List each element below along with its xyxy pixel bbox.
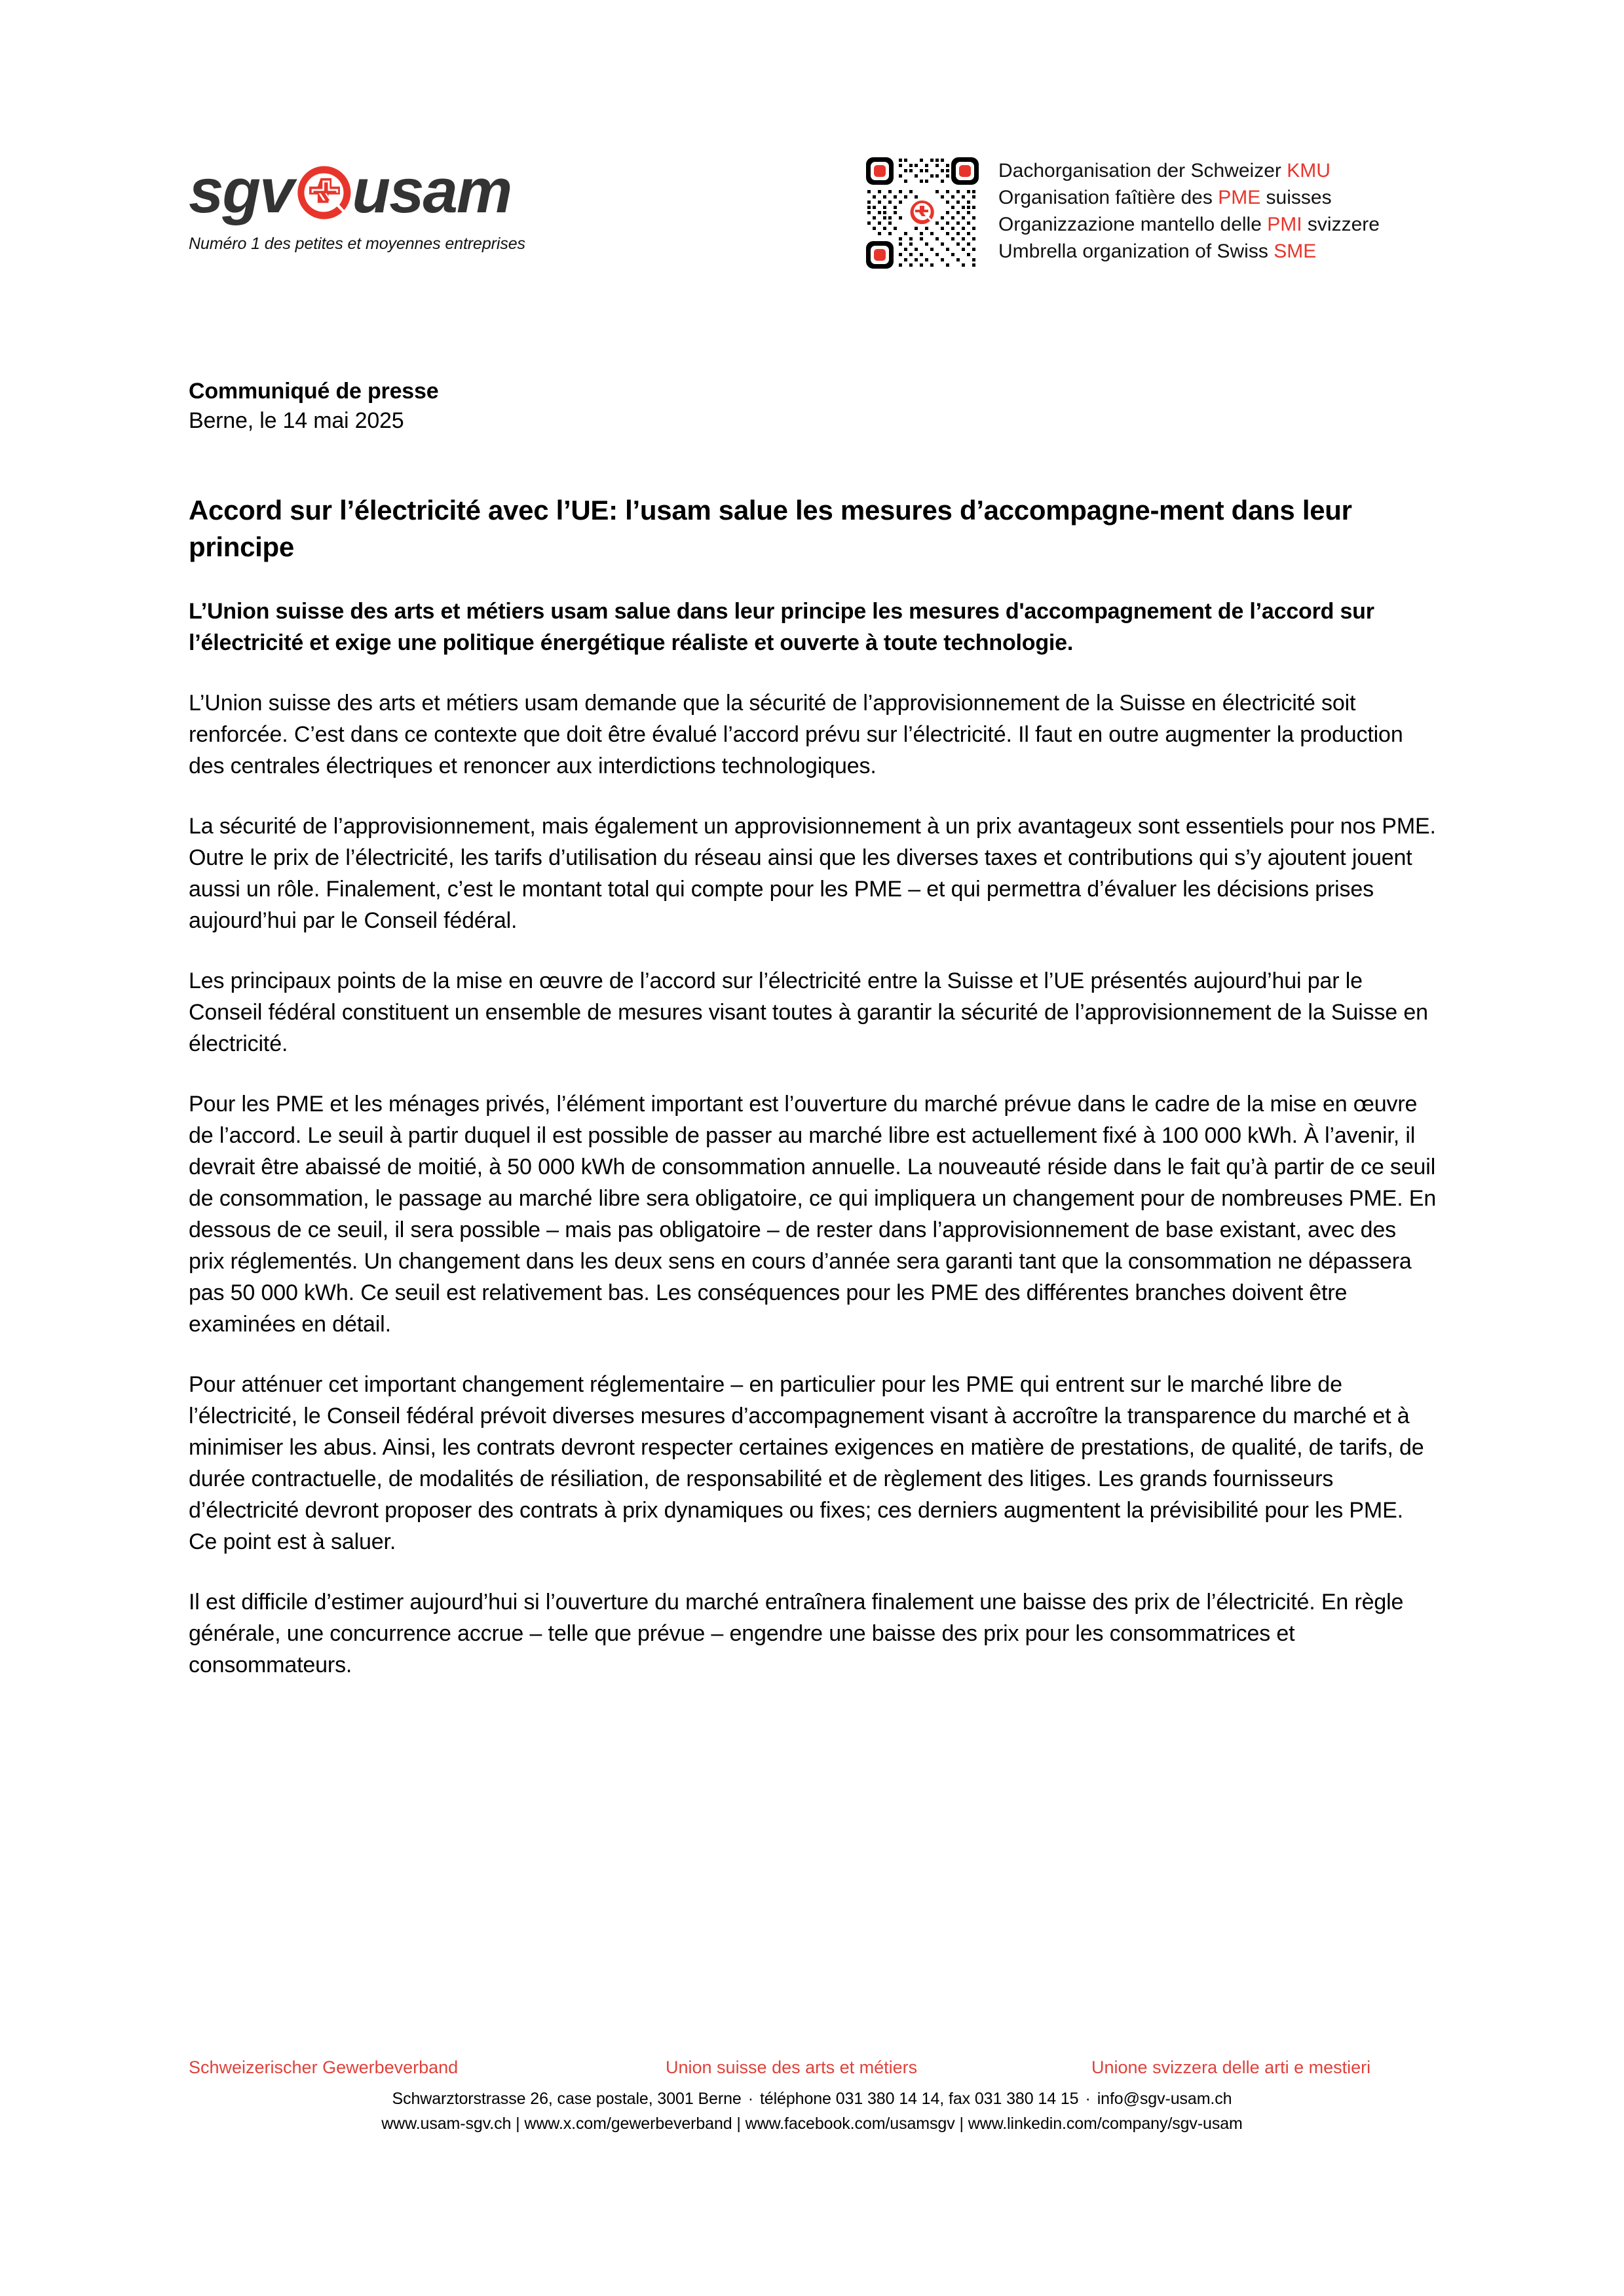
footer-org-name-it: Unione svizzera delle arti e mestieri (1091, 2057, 1371, 2077)
claim-line-de (998, 157, 1380, 184)
footer-email[interactable]: info@sgv-usam.ch (1097, 2090, 1232, 2108)
claim-highlight-de: KMU (1287, 160, 1331, 182)
claim-line-it (998, 211, 1380, 238)
page-footer (0, 2056, 1624, 2136)
body-paragraph: L’Union suisse des arts et métiers usam demande que la sécurité de l’approvisionnement de la Suisse en électricité soit renforcée. C’est dans ce contexte que doit être évalué l’accord prévu sur l’électricité. Il faut en outre augmenter la production des centrales électriques et renoncer aux interdictions technologiques. (189, 691, 1403, 778)
footer-separator: · (747, 2090, 753, 2108)
claim-highlight-fr: PME (1218, 187, 1261, 208)
claim-text-it: Organizzazione mantello delle (998, 214, 1268, 235)
logo-tagline: Numéro 1 des petites et moyennes entreprises (189, 235, 525, 253)
claim-highlight-en: SME (1274, 240, 1317, 262)
claim-lines (998, 155, 1380, 265)
document-body (189, 377, 1446, 1703)
claim-block (863, 155, 1380, 271)
claim-tail-it: svizzere (1302, 214, 1380, 235)
body-paragraph: Pour atténuer cet important changement réglementaire – en particulier pour les PME qui entrent sur le marché libre de l’électricité, le Conseil fédéral prévoit diverses mesures d’accompagnement visant à accroître la transparence du marché et à minimiser les abus. Ainsi, les contrats devront respecter certaines exigences en matière de prestations, de qualité, de tarifs, de durée contractuelle, de modalités de résiliation, de responsabilité et de règlement des litiges. Les grands fournisseurs d’électricité devront proposer des contrats à prix dynamiques ou fixes; ces derniers augmentent la prévisibilité pour les PME. Ce point est à saluer. (189, 1372, 1424, 1554)
lede-paragraph: L’Union suisse des arts et métiers usam salue dans leur principe les mesures d'accompagnement de l’accord sur l’électricité et exige une politique énergétique réaliste et ouverte à toute technologie. (189, 599, 1374, 655)
footer-org-name-fr: Union suisse des arts et métiers (666, 2057, 918, 2077)
footer-org-names (189, 2056, 1435, 2086)
claim-text-de: Dachorganisation der Schweizer (998, 160, 1287, 182)
dateline: Berne, le 14 mai 2025 (189, 408, 404, 433)
claim-text-fr: Organisation faîtière des (998, 187, 1218, 208)
claim-line-fr (998, 184, 1380, 211)
footer-links-line[interactable]: www.usam-sgv.ch | www.x.com/gewerbeverband | www.facebook.com/usamsgv | www.linkedin.com/company/sgv-usam (381, 2114, 1243, 2133)
footer-address: Schwarztorstrasse 26, case postale, 3001 Berne (392, 2090, 742, 2108)
footer-phone: téléphone 031 380 14 14, fax 031 380 14 15 (759, 2090, 1079, 2108)
document-type-label: Communiqué de presse (189, 379, 439, 404)
claim-tail-fr: suisses (1260, 187, 1332, 208)
body-paragraph: Pour les PME et les ménages privés, l’élément important est l’ouverture du marché prévue dans le cadre de la mise en œuvre de l’accord. Le seuil à partir duquel il est possible de passer au marché libre est actuellement fixé à 100 000 kWh. À l’avenir, il devrait être abaissé de moitié, à 50 000 kWh de consommation annuelle. La nouveauté réside dans le fait qu’à partir de ce seuil de consommation, le passage au marché libre sera obligatoire, ce qui impliquera un changement pour de nombreuses PME. En dessous de ce seuil, il sera possible – mais pas obligatoire – de rester dans l’approvisionnement de base existant, avec des prix réglementés. Un changement dans les deux sens en cours d’année sera garanti tant que la consommation ne dépassera pas 50 000 kWh. Ce seuil est relativement bas. Les conséquences pour les PME des différentes branches doivent être examinées en détail. (189, 1092, 1437, 1337)
body-paragraph: La sécurité de l’approvisionnement, mais également un approvisionnement à un prix avantageux sont essentiels pour nos PME. Outre le prix de l’électricité, les tarifs d’utilisation du réseau ainsi que les diverses taxes et contributions qui s’y ajoutent jouent aussi un rôle. Finalement, c’est le montant total qui compte pour les PME – et qui permettra d’évaluer les décisions prises aujourd’hui par le Conseil fédéral. (189, 814, 1436, 933)
claim-text-en: Umbrella organization of Swiss (998, 240, 1274, 262)
footer-address-line (0, 2086, 1624, 2111)
claim-highlight-it: PMI (1267, 214, 1302, 235)
logo-sgv-text: sgv (189, 156, 293, 226)
swiss-cross-emblem-icon (294, 163, 354, 223)
logo-usam-text: usam (352, 156, 512, 226)
page-header (0, 155, 1624, 286)
page-title: Accord sur l’électricité avec l’UE: l’usam salue les mesures d’accompagne-ment dans leur principe (189, 495, 1352, 562)
footer-org-name-de: Schweizerischer Gewerbeverband (189, 2057, 459, 2077)
logo-wordmark (189, 155, 608, 228)
body-paragraph: Il est difficile d’estimer aujourd’hui si l’ouverture du marché entraînera finalement une baisse des prix de l’électricité. En règle générale, une concurrence accrue – telle que prévue – engendre une baisse des prix pour les consommatrices et consommateurs. (189, 1590, 1404, 1677)
body-paragraph: Les principaux points de la mise en œuvre de l’accord sur l’électricité entre la Suisse et l’UE présentés aujourd’hui par le Conseil fédéral constituent un ensemble de mesures visant toutes à garantir la sécurité de l’approvisionnement de la Suisse en électricité. (189, 968, 1428, 1056)
usam-logo (189, 155, 608, 254)
footer-separator: · (1085, 2090, 1091, 2108)
qr-code-icon (863, 155, 981, 271)
claim-line-en (998, 238, 1380, 265)
